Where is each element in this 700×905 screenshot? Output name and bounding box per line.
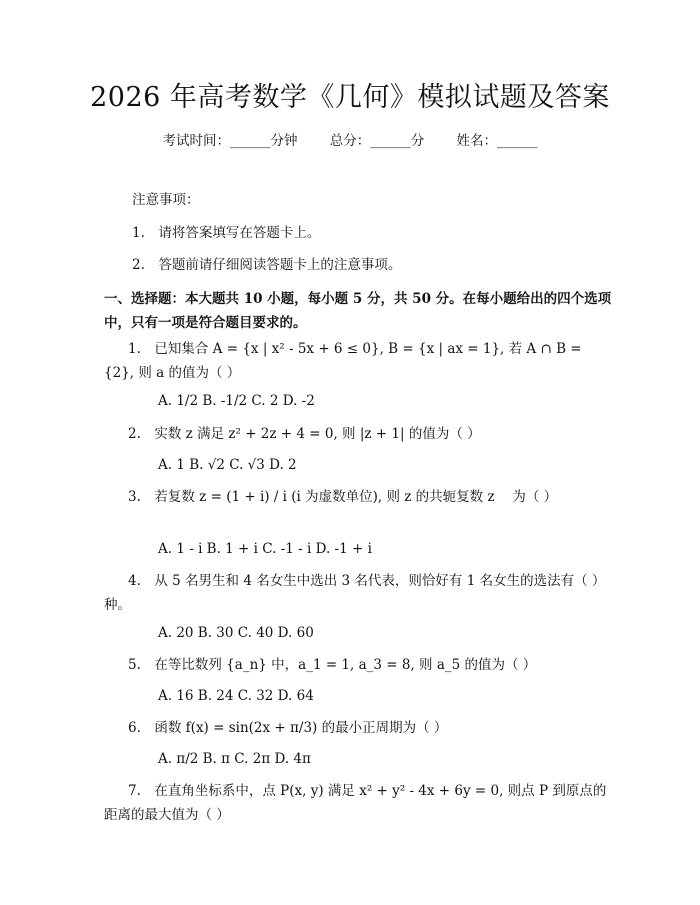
- question-options: A. 1 B. √2 C. √3 D. 2: [158, 457, 297, 473]
- question-6: [104, 716, 612, 740]
- question-4: [104, 569, 612, 617]
- question-options: A. 16 B. 24 C. 32 D. 64: [158, 688, 314, 704]
- question-number: 3.: [128, 489, 141, 505]
- notice-item: 1. 请将答案填写在答题卡上。: [132, 225, 321, 241]
- notice-item: 2. 答题前请仔细阅读答题卡上的注意事项。: [132, 257, 402, 273]
- question-options: A. 1 - i B. 1 + i C. -1 - i D. -1 + i: [158, 541, 372, 557]
- question-text: 在等比数列 {a_n} 中，a_1 = 1, a_3 = 8, 则 a_5 的值为（ ）: [154, 657, 537, 673]
- question-number: 1.: [128, 341, 141, 357]
- question-number: 4.: [128, 573, 141, 589]
- exam-meta: [0, 131, 700, 151]
- question-number: 5.: [128, 657, 141, 673]
- question-number: 2.: [128, 426, 141, 442]
- page-title: 2026 年高考数学《几何》模拟试题及答案: [90, 82, 610, 113]
- question-text: 从 5 名男生和 4 名女生中选出 3 名代表，则恰好有 1 名女生的选法有（ ）种。: [104, 573, 606, 613]
- question-7: [104, 779, 612, 827]
- question-options: A. 1/2 B. -1/2 C. 2 D. -2: [158, 393, 315, 409]
- question-text: 函数 f(x) = sin(2x + π/3) 的最小正周期为（ ）: [154, 720, 448, 736]
- exam-time: 考试时间：______分钟: [162, 133, 298, 149]
- question-text: 在直角坐标系中，点 P(x, y) 满足 x² + y² - 4x + 6y = 0, 则点 P 到原点的距离的最大值为（ ）: [104, 783, 607, 823]
- question-5: [104, 653, 612, 677]
- section-heading: 一、选择题：本大题共 10 小题，每小题 5 分，共 50 分。在每小题给出的四个选项中，只有一项是符合题目要求的。: [104, 291, 612, 331]
- question-text: 已知集合 A = {x | x² - 5x + 6 ≤ 0}, B = {x | ax = 1}, 若 A ∩ B = {2}, 则 a 的值为（ ）: [104, 341, 582, 381]
- notice-heading: 注意事项：: [132, 192, 200, 208]
- question-1: [104, 337, 612, 385]
- question-options: A. π/2 B. π C. 2π D. 4π: [158, 751, 311, 767]
- question-options: A. 20 B. 30 C. 40 D. 60: [158, 625, 314, 641]
- question-text: 若复数 z = (1 + i) / i (i 为虚数单位), 则 z 的共轭复数 z 为（ ）: [154, 489, 558, 505]
- total-score: 总分：______分: [329, 133, 425, 149]
- question-number: 6.: [128, 720, 141, 736]
- question-3: [104, 485, 612, 509]
- student-name: 姓名：______: [456, 133, 538, 149]
- question-number: 7.: [128, 783, 141, 799]
- question-2: [104, 422, 612, 446]
- question-text: 实数 z 满足 z² + 2z + 4 = 0, 则 |z + 1| 的值为（ ）: [154, 426, 481, 442]
